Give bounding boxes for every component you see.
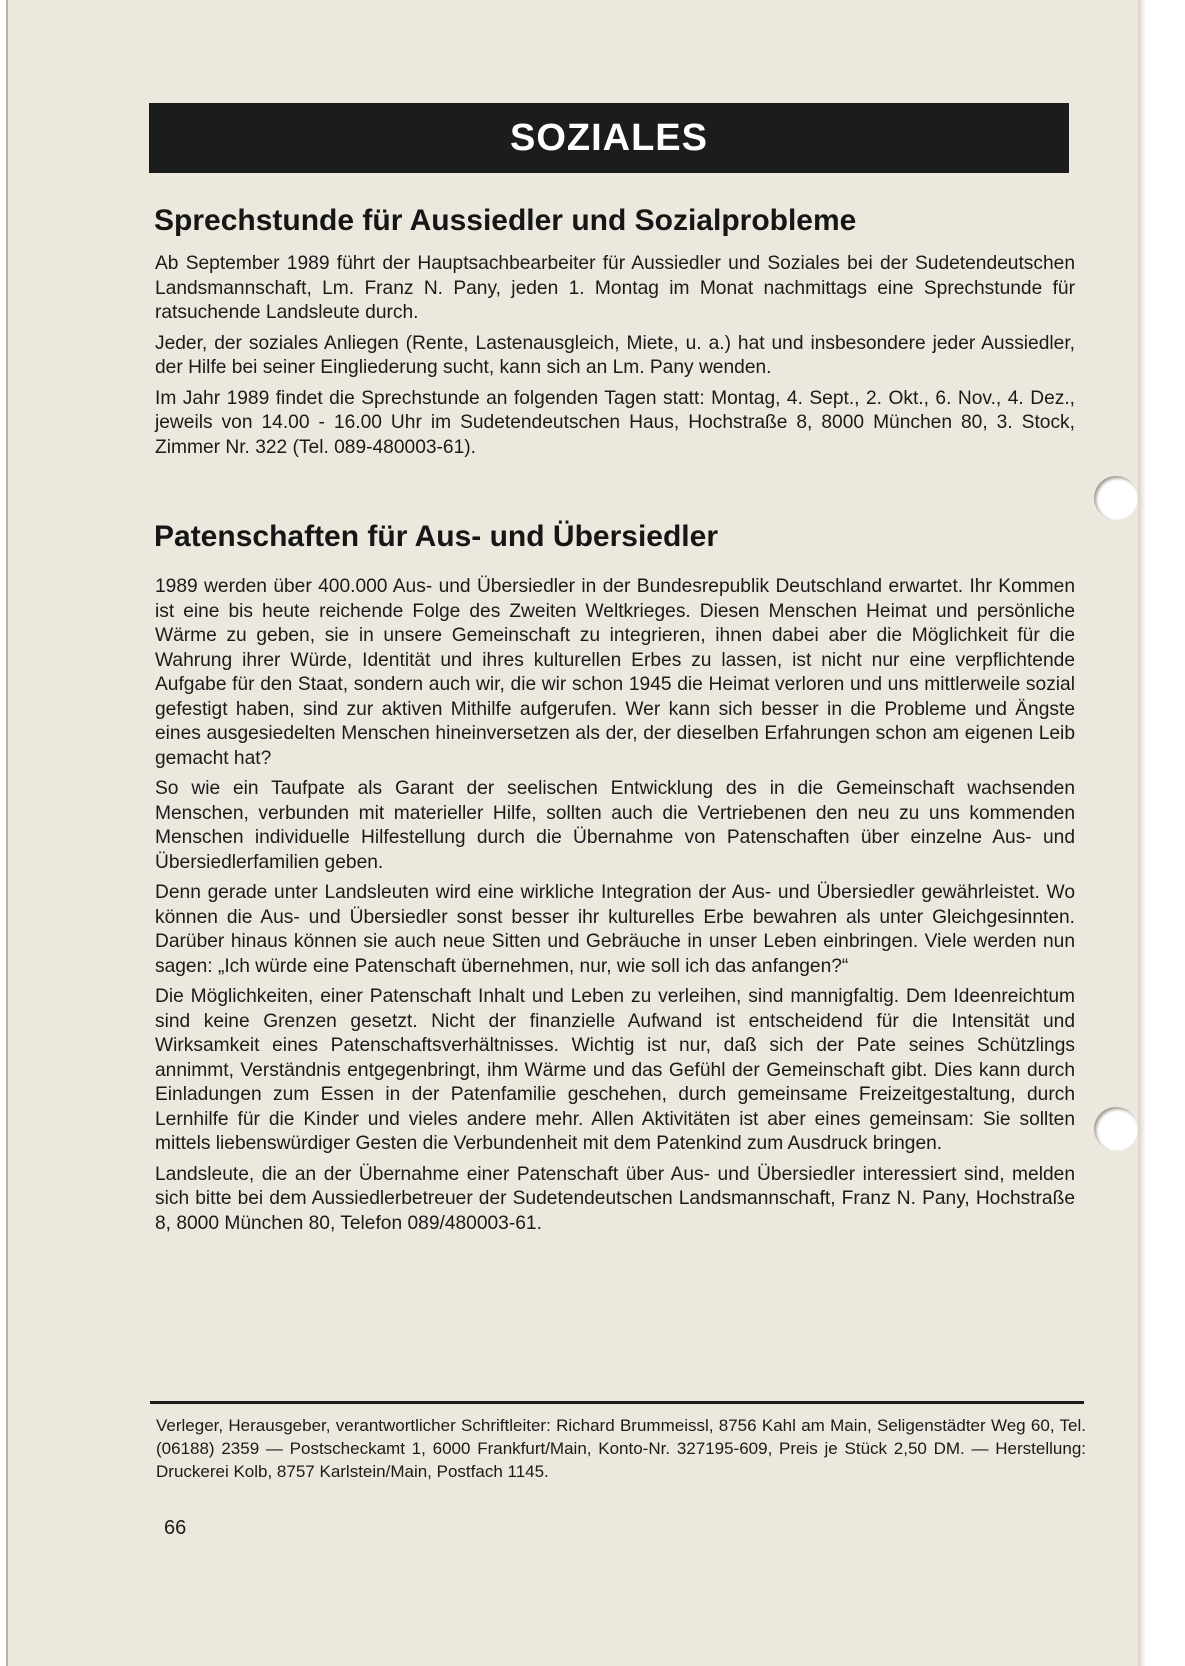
paragraph: Die Möglichkeiten, einer Patenschaft Inhalt und Leben zu verleihen, sind mannigfaltig. Dem Ideenreichtum sind keine Grenzen gesetzt. Nicht der finanzielle Aufwand ist entscheidend für die Intensität und Wirksamkeit eines Patenschaftsverhältnisses. Wichtig ist nur, daß sich der Pate seines Schützlings annimmt, Verständnis entgegenbringt, ihm Wärme und das Gefühl der Gemeinschaft gibt. Dies kann durch Einladungen zum Essen in der Patenfamilie geschehen, durch gemeinsame Freizeitgestaltung, durch Lernhilfe für die Kinder und vieles andere mehr. Allen Aktivitäten ist aber eines gemeinsam: Sie sollten mittels liebenswürdiger Gesten die Verbundenheit mit dem Patenkind zum Ausdruck bringen. — [155, 986, 1075, 1154]
paragraph: Im Jahr 1989 findet die Sprechstunde an folgenden Tagen statt: Montag, 4. Sept., 2. Okt., 6. Nov., 4. Dez., jeweils von 14.00 - 16.00 Uhr im Sudetendeutschen Haus, Hochstraße 8, 8000 München 80, 3. Stock, Zimmer Nr. 322 (Tel. 089-480003-61). — [155, 387, 1075, 458]
article-title-patenschaften: Patenschaften für Aus- und Übersiedler — [154, 520, 718, 553]
paragraph: Jeder, der soziales Anliegen (Rente, Lastenausgleich, Miete, u. a.) hat und insbesondere jeder Aussiedler, der Hilfe bei seiner Eingliederung sucht, kann sich an Lm. Pany wenden. — [155, 332, 1075, 378]
paragraph: 1989 werden über 400.000 Aus- und Übersiedler in der Bundesrepublik Deutschland erwartet. Ihr Kommen ist eine bis heute reichende Folge des Zweiten Weltkrieges. Diesen Menschen Heimat und persönliche Wärme zu geben, sie in unsere Gemeinschaft zu integrieren, ihnen dabei aber die Möglichkeit für die Wahrung ihrer Würde, Identität und ihres kulturellen Erbes zu lassen, ist nicht nur eine verpflichtende Aufgabe für den Staat, sondern auch wir, die wir schon 1945 die Heimat verloren und uns mittlerweile sozial gefestigt haben, sind zur aktiven Mithilfe aufgerufen. Wer kann sich besser in die Probleme und Ängste eines ausgesiedelten Menschen hineinversetzen als der, der dieselben Erfahrungen schon am eigenen Leib gemacht hat? — [155, 576, 1075, 769]
paragraph: Landsleute, die an der Übernahme einer Patenschaft über Aus- und Übersiedler interessiert sind, melden sich bitte bei dem Aussiedlerbetreuer der Sudetendeutschen Landsmannschaft, Franz N. Pany, Hochstraße 8, 8000 München 80, Telefon 089/480003-61. — [155, 1163, 1075, 1234]
article-title-sprechstunde: Sprechstunde für Aussiedler und Sozialprobleme — [154, 204, 857, 237]
article-body-sprechstunde — [155, 252, 1075, 466]
section-title: SOZIALES — [509, 116, 709, 159]
section-banner — [149, 103, 1069, 173]
footer-divider — [150, 1401, 1084, 1404]
paragraph: Ab September 1989 führt der Hauptsachbearbeiter für Aussiedler und Soziales bei der Sudetendeutschen Landsmannschaft, Lm. Franz N. Pany, jeden 1. Montag im Monat nachmittags eine Sprechstunde für ratsuchende Landsleute durch. — [155, 253, 1075, 323]
article-body-patenschaften — [155, 575, 1075, 1242]
page-edge-shadow — [1138, 0, 1146, 1666]
paragraph: So wie ein Taufpate als Garant der seelischen Entwicklung des in die Gemeinschaft wachsenden Menschen, verbunden mit materieller Hilfe, sollten auch die Vertriebenen den neu zu uns kommenden Menschen individuelle Hilfestellung durch die Übernahme von Patenschaften über einzelne Aus- und Übersiedlerfamilien geben. — [155, 778, 1075, 873]
page-number: 66 — [164, 1517, 187, 1539]
punch-hole-bottom — [1094, 1107, 1138, 1151]
paragraph: Denn gerade unter Landsleuten wird eine wirkliche Integration der Aus- und Übersiedler gewährleistet. Wo können die Aus- und Übersiedler sonst besser ihr kulturelles Erbe bewahren als unter Gleichgesinnten. Darüber hinaus können sie auch neue Sitten und Gebräuche in unser Leben einbringen. Viele werden nun sagen: „Ich würde eine Patenschaft übernehmen, nur, wie soll ich das anfangen?“ — [155, 882, 1075, 977]
punch-hole-top — [1094, 476, 1138, 520]
impressum: Verleger, Herausgeber, verantwortlicher Schriftleiter: Richard Brummeissl, 8756 Kahl am Main, Seligenstädter Weg 60, Tel. (06188) 2359 — Postscheckamt 1, 6000 Frankfurt/Main, Konto-Nr. 327195-609, Preis je Stück 2,50 DM. — Herstellung: Druckerei Kolb, 8757 Karlstein/Main, Postfach 1145. — [156, 1416, 1086, 1481]
